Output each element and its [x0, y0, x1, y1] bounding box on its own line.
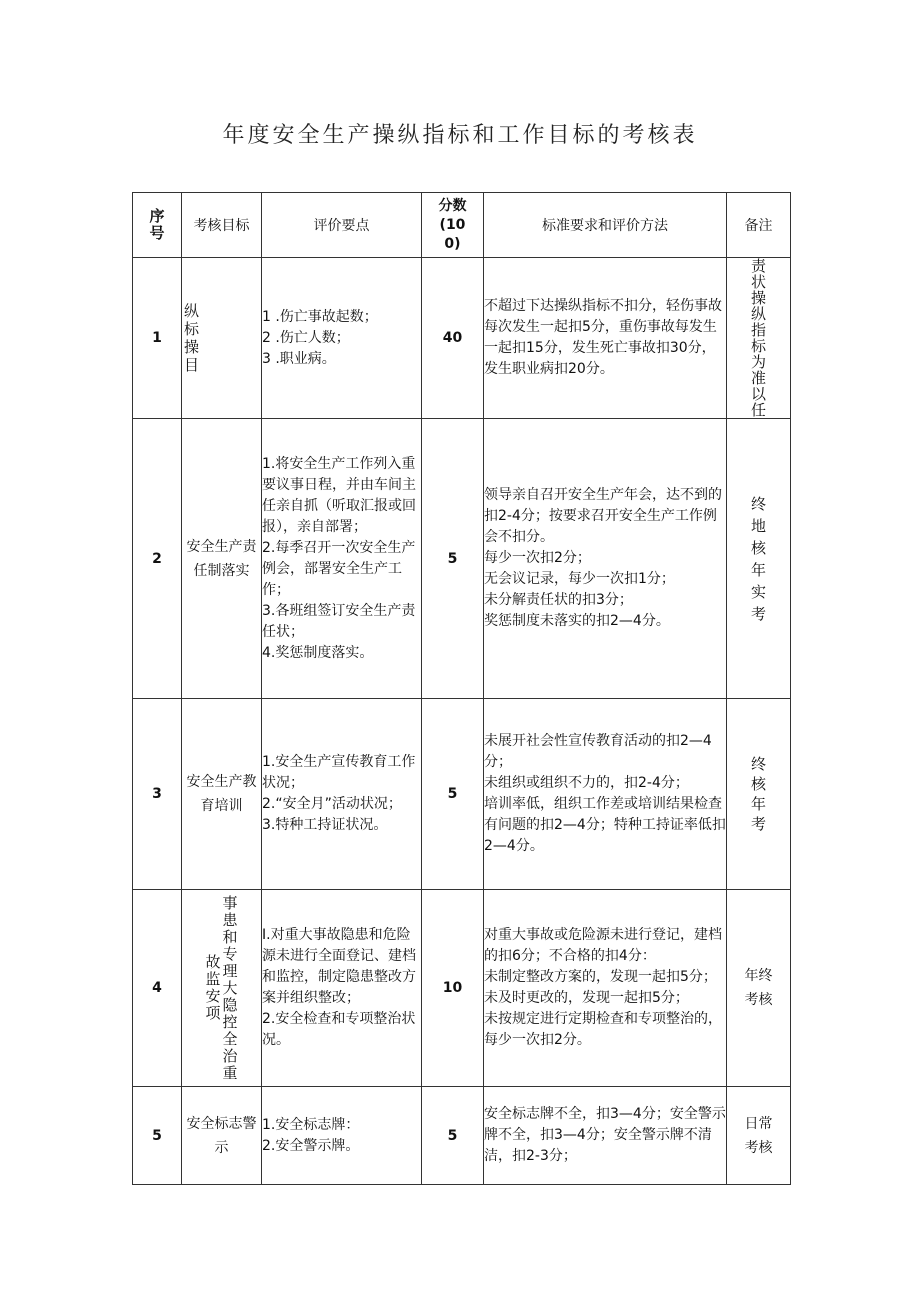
document-title: 年度安全生产操纵指标和工作目标的考核表 — [222, 123, 698, 148]
row-points: 1 .伤亡事故起数； 2 .伤亡人数； 3 .职业病。 — [262, 258, 422, 419]
table-row — [133, 699, 791, 890]
row-points: 1.将安全生产工作列入重要议事日程，并由车间主任亲自抓（听取汇报或回报），亲自部署； 2.每季召开一次安全生产例会，部署安全生产工作； 3.各班组签订安全生产责任状； 4.奖惩制度落实。 — [262, 419, 422, 699]
row-standard: 安全标志牌不全，扣3—4分；安全警示牌不全，扣3—4分；安全警示牌不清洁，扣2-3分； — [484, 1087, 727, 1185]
row-note: 终地核年实考 — [727, 419, 791, 699]
row-note: 终核年考 — [727, 699, 791, 890]
row-seq: 3 — [133, 699, 182, 890]
row-score: 5 — [422, 699, 484, 890]
row-target-col-a: 故监安项 — [205, 953, 221, 1022]
row-target: 安全生产责任制落实 — [182, 419, 262, 699]
header-target: 考核目标 — [182, 193, 262, 258]
row-note: 责状操纵指标为准以任 — [727, 258, 791, 419]
row-score: 5 — [422, 419, 484, 699]
row-target — [182, 890, 262, 1087]
row-standard: 对重大事故或危险源未进行登记，建档的扣6分；不合格的扣4分： 未制定整改方案的，发现一起扣5分； 未及时更改的，发现一起扣5分； 未按规定进行定期检查和专项整治的，每少一次扣2分。 — [484, 890, 727, 1087]
row-note: 日常考核 — [727, 1087, 791, 1185]
row-score: 10 — [422, 890, 484, 1087]
row-standard: 不超过下达操纵指标不扣分，轻伤事故每次发生一起扣5分，重伤事故每发生一起扣15分，发生死亡事故扣30分，发生职业病扣20分。 — [484, 258, 727, 419]
header-standard: 标准要求和评价方法 — [484, 193, 727, 258]
row-points: 1.安全生产宣传教育工作状况； 2.“安全月”活动状况； 3.特种工持证状况。 — [262, 699, 422, 890]
row-standard: 未展开社会性宣传教育活动的扣2—4分； 未组织或组织不力的，扣2-4分； 培训率低，组织工作差或培训结果检查有问题的扣2—4分；特种工持证率低扣2—4分。 — [484, 699, 727, 890]
assessment-table — [132, 192, 791, 1185]
header-points: 评价要点 — [262, 193, 422, 258]
header-seq: 序号 — [133, 193, 182, 258]
row-score: 40 — [422, 258, 484, 419]
row-seq: 2 — [133, 419, 182, 699]
header-row — [133, 193, 791, 258]
row-note: 年终考核 — [727, 890, 791, 1087]
row-seq: 5 — [133, 1087, 182, 1185]
table-row — [133, 1087, 791, 1185]
row-seq: 4 — [133, 890, 182, 1087]
row-seq: 1 — [133, 258, 182, 419]
row-points: 1.安全标志牌： 2.安全警示牌。 — [262, 1087, 422, 1185]
row-standard: 领导亲自召开安全生产年会，达不到的扣2-4分；按要求召开安全生产工作例会不扣分。 每少一次扣2分； 无会议记录，每少一次扣1分； 未分解责任状的扣3分； 奖惩制度未落实的扣2—4分。 — [484, 419, 727, 699]
row-score: 5 — [422, 1087, 484, 1185]
table-row — [133, 890, 791, 1087]
row-points: I.对重大事故隐患和危险源未进行全面登记、建档和监控，制定隐患整改方案并组织整改； 2.安全检查和专项整治状况。 — [262, 890, 422, 1087]
header-note: 备注 — [727, 193, 791, 258]
table-row — [133, 258, 791, 419]
row-target: 安全标志警示 — [182, 1087, 262, 1185]
row-target: 纵标操目 — [182, 258, 262, 419]
table-row — [133, 419, 791, 699]
row-target: 安全生产教育培训 — [182, 699, 262, 890]
header-score: 分数(100) — [422, 193, 484, 258]
row-target-col-b: 事患和专理大隐控全治重 — [222, 893, 238, 1082]
